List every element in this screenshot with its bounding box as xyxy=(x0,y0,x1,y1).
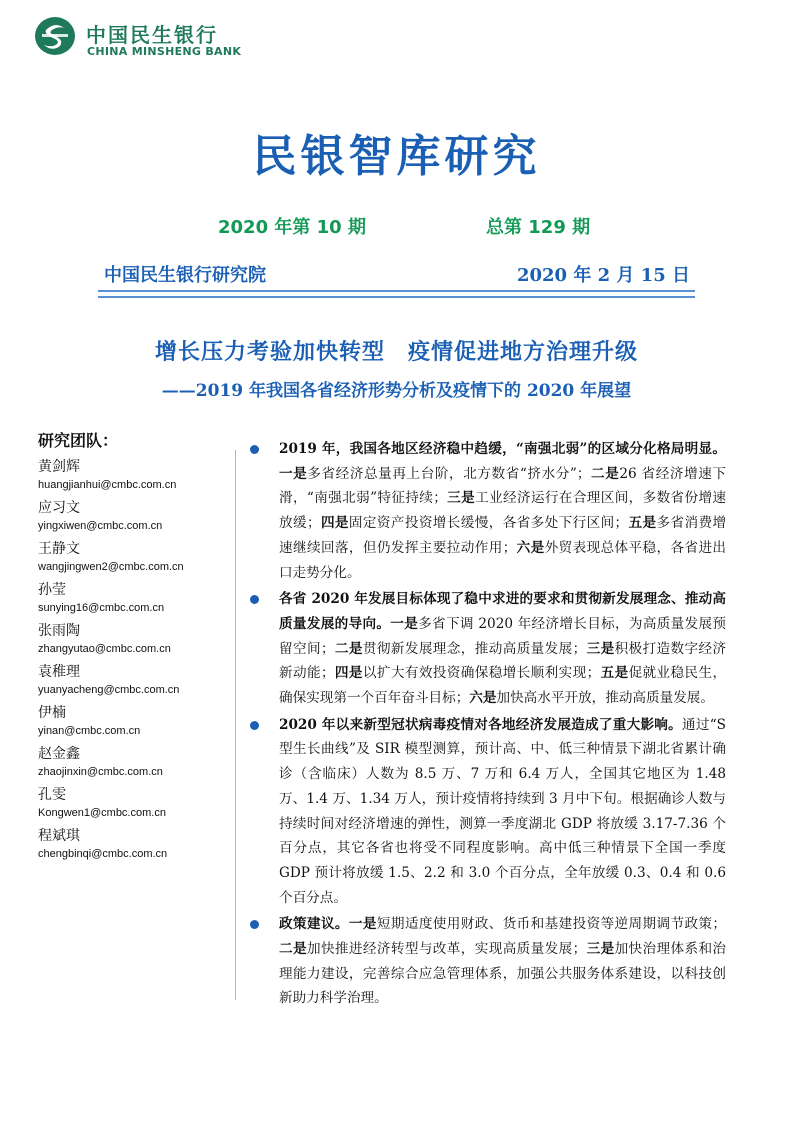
bullet-text: 短期适度使用财政、货币和基建投资等逆周期调节政策； xyxy=(376,916,727,933)
bullet-dot-icon xyxy=(250,595,259,604)
header-rule xyxy=(98,296,695,298)
team-label: 研究团队： xyxy=(38,431,119,450)
bank-name-en: CHINA MINSHENG BANK xyxy=(87,45,242,58)
bullet-text: 加快治理体系和治理能力建设，完善综合应急管理体系，加强公共服务体系建设，以科技创新助力科学治理。 xyxy=(279,941,727,1007)
member-email: yinan@cmbc.com.cn xyxy=(38,725,141,737)
bullet-bold-text: 二是 xyxy=(590,465,620,482)
member-email: huangjianhui@cmbc.com.cn xyxy=(38,479,177,491)
member-email: chengbinqi@cmbc.com.cn xyxy=(38,848,168,860)
team-member xyxy=(38,580,238,621)
issue-row xyxy=(0,213,793,239)
summary-bullet xyxy=(248,912,726,1011)
member-email: yuanyacheng@cmbc.com.cn xyxy=(38,684,180,696)
issue-number: 2020 年第 10 期 xyxy=(218,217,366,238)
bullet-bold-text: 五是 xyxy=(600,665,629,682)
bullet-text: 外贸表现总体平稳，各省进出口走势分化。 xyxy=(279,539,727,581)
bullet-bold-text: 二是 xyxy=(279,941,307,958)
issue-total: 总第 129 期 xyxy=(486,217,591,238)
bullet-text: 贯彻新发展理念，推动高质量发展； xyxy=(362,640,587,657)
institute-row xyxy=(0,261,793,287)
bullet-text: 多省消费增速继续回落，但仍发挥主要拉动作用； xyxy=(279,515,727,556)
member-email: yingxiwen@cmbc.com.cn xyxy=(38,520,163,532)
bullet-bold-text: 四是 xyxy=(334,665,363,682)
bullet-text: 多省经济总量再上台阶，北方数省“挤水分”； xyxy=(307,465,591,482)
team-member xyxy=(38,498,238,539)
summary-bullet xyxy=(248,713,726,911)
team-member xyxy=(38,457,238,498)
bullet-text: 工业经济运行在合理区间，多数省份增速放缓； xyxy=(279,490,727,532)
summary-bullet xyxy=(248,587,726,711)
summary-list xyxy=(248,437,726,1013)
member-email: zhangyutao@cmbc.com.cn xyxy=(38,643,171,655)
member-name: 袁稚理 xyxy=(38,664,80,680)
header-rule xyxy=(98,290,695,292)
summary-bullet xyxy=(248,437,726,585)
institute-name: 中国民生银行研究院 xyxy=(104,265,266,286)
member-name: 王静文 xyxy=(38,541,80,557)
publish-date: 2020 年 2 月 15 日 xyxy=(516,265,690,286)
bullet-bold-text: 一是 xyxy=(390,615,419,632)
bullet-bold-text: 政策建议。 xyxy=(279,916,349,933)
bullet-bold-text: 六是 xyxy=(469,690,497,707)
report-title: 增长压力考验加快转型 疫情促进地方治理升级 xyxy=(154,340,638,365)
team-members xyxy=(38,457,238,867)
bank-header xyxy=(34,13,294,59)
bullet-bold-text: 四是 xyxy=(320,515,349,532)
team-member xyxy=(38,703,238,744)
bullet-dot-icon xyxy=(250,721,259,730)
masthead-title: 民银智库研究 xyxy=(252,131,541,182)
team-member xyxy=(38,785,238,826)
team-member xyxy=(38,539,238,580)
member-name: 赵金鑫 xyxy=(38,746,80,762)
bullet-text: 26 省经济增速下滑，“南强北弱”特征持续； xyxy=(279,465,727,507)
bullet-bold-text: 三是 xyxy=(586,640,615,657)
member-name: 孙莹 xyxy=(38,582,66,598)
team-member xyxy=(38,621,238,662)
member-name: 张雨陶 xyxy=(38,623,80,639)
bullet-bold-text: 二是 xyxy=(334,640,363,657)
team-member xyxy=(38,826,238,867)
member-email: wangjingwen2@cmbc.com.cn xyxy=(38,561,184,573)
bullet-text: 积极打造数字经济新动能； xyxy=(279,640,727,682)
bullet-bold-text: 2020 年以来新型冠状病毒疫情对各地经济发展造成了重大影响。 xyxy=(279,716,683,733)
member-name: 应习文 xyxy=(38,500,80,516)
bullet-dot-icon xyxy=(250,920,259,929)
member-name: 黄剑辉 xyxy=(38,459,80,475)
bullet-bold-text: 三是 xyxy=(446,490,476,507)
bullet-text: 促就业稳民生，确保实现第一个百年奋斗目标； xyxy=(279,665,727,707)
bullet-text: 加快高水平开放，推动高质量发展。 xyxy=(496,690,714,707)
bullet-text: 固定资产投资增长缓慢，各省多处下行区间； xyxy=(348,515,629,532)
bullet-bold-text: 一是 xyxy=(279,465,308,482)
member-email: Kongwen1@cmbc.com.cn xyxy=(38,807,166,819)
member-name: 程斌琪 xyxy=(38,828,80,844)
member-name: 孔雯 xyxy=(38,787,66,803)
member-name: 伊楠 xyxy=(38,705,66,721)
member-email: sunying16@cmbc.com.cn xyxy=(38,602,165,614)
bullet-bold-text: 六是 xyxy=(516,539,545,556)
report-subtitle: ——2019 年我国各省经济形势分析及疫情下的 2020 年展望 xyxy=(161,381,632,401)
bullet-text: 以扩大有效投资确保稳增长顺利实现； xyxy=(362,665,601,682)
bullet-text: 多省下调 2020 年经济增长目标，为高质量发展预留空间； xyxy=(279,615,726,657)
team-member xyxy=(38,662,238,703)
bullet-text: 通过“S 型生长曲线”及 SIR 模型测算，预计高、中、低三种情景下湖北省累计确诊（含临床）人数为 8.5 万、7 万和 6.4 万人，全国其它地区为 1.48 万、1.4 万、1.34 万人，预计疫情将持续到 3 月中下旬。根据确诊人数与持续时间对经济增速的弹性，测算一季度湖北 GDP 将放缓 3.17-7.36 个百分点，其它各省也将受不同程度影响。高中低三种情景下全国一季度 GDP 预计将放缓 1.5、2.2 和 3.0 个百分点，全年放缓 0.3、0.4 和 0.6 个百分点。 xyxy=(279,716,726,906)
bullet-bold-text: 2019 年，我国各地区经济稳中趋缓，“南强北弱”的区域分化格局明显。 xyxy=(279,441,726,457)
member-email: zhaojinxin@cmbc.com.cn xyxy=(38,766,163,778)
bullet-bold-text: 五是 xyxy=(628,515,657,532)
column-divider xyxy=(235,450,236,1000)
bullet-bold-text: 各省 2020 年发展目标体现了稳中求进的要求和贯彻新发展理念、推动高质量发展的导向。 xyxy=(279,591,726,632)
team-member xyxy=(38,744,238,785)
bullet-bold-text: 一是 xyxy=(348,916,377,933)
bullet-bold-text: 三是 xyxy=(586,941,615,958)
bullet-dot-icon xyxy=(250,445,259,454)
minsheng-logo-icon xyxy=(34,15,76,57)
bank-name-cn: 中国民生银行 xyxy=(86,23,218,47)
research-team xyxy=(38,428,238,867)
bullet-text: 加快推进经济转型与改革，实现高质量发展； xyxy=(306,941,587,958)
